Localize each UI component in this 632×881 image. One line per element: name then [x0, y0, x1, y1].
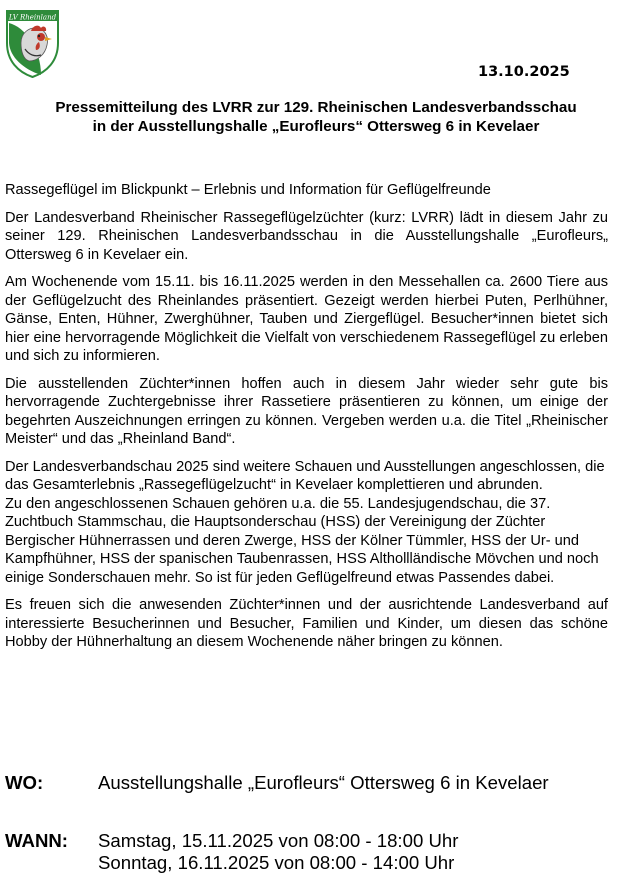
paragraph-invitation: Der Landesverband Rheinischer Rassegeflügelzüchter (kurz: LVRR) lädt in diesem Jahr zu seiner 129. Rheinischen Landesverbandsschau in die Ausstellungshalle „Eurofleurs„ Ottersweg 6 in Kevelaer ein. — [5, 209, 608, 263]
where-label: WO: — [5, 772, 44, 793]
paragraph-show-list: Zu den angeschlossenen Schauen gehören u.a. die 55. Landesjugendschau, die 37. Zuchtbuch Stammschau, die Hauptsonderschau (HSS) der Vereinigung der Züchter Bergischer Hühnerrassen und deren Zwerge, HSS der Kölner Tümmler, HSS der Ur- und Kampfhühner, HSS der spanischen Taubenrassen, HSS Althollländische Mövchen und noch einige Sonderschauen mehr. So ist für jeden Geflügelfreund etwas Passendes dabei. — [5, 495, 599, 586]
paragraph-closing: Es freuen sich die anwesenden Züchter*innen und der ausrichtende Landesverband auf interessierte Besucherinnen und Besucher, Familien und Kinder, um diesen das schöne Hobby der Hühnerhaltung an diesem Wochenende näher bringen zu können. — [5, 597, 608, 650]
subtitle: Rassegeflügel im Blickpunkt – Erlebnis und Information für Geflügelfreunde — [5, 182, 491, 198]
lv-rheinland-logo — [5, 9, 60, 79]
when-sunday: Sonntag, 16.11.2025 von 08:00 - 14:00 Uhr — [98, 852, 455, 873]
press-release-title — [0, 98, 632, 136]
where-value: Ausstellungshalle „Eurofleurs“ Ottersweg 6 in Kevelaer — [98, 772, 549, 793]
title-line-1: Pressemitteilung des LVRR zur 129. Rheinischen Landesverbandsschau — [55, 99, 577, 116]
paragraph-exhibition: Am Wochenende vom 15.11. bis 16.11.2025 werden in den Messehallen ca. 2600 Tiere aus der Geflügelzucht des Rheinlandes präsentiert. Gezeigt werden hierbei Puten, Perlhühner, Gänse, Enten, Hühner, Zwerghühner, Tauben und Ziergeflügel. Besucher*innen bietet sich hier eine hervorragende Möglichkeit die Vielfalt von verschiedenem Rassegeflügel zu erleben und sich zu informieren. — [5, 274, 608, 364]
title-line-2: in der Ausstellungshalle „Eurofleurs“ Ottersweg 6 in Kevelaer — [92, 118, 540, 135]
press-release-date: 13.10.2025 — [478, 64, 570, 80]
press-release-body — [5, 181, 608, 661]
when-saturday: Samstag, 15.11.2025 von 08:00 - 18:00 Uhr — [98, 830, 459, 851]
when-label: WANN: — [5, 830, 68, 851]
paragraph-breeders: Die ausstellenden Züchter*innen hoffen auch in diesem Jahr wieder sehr gute bis hervorragende Zuchtergebnisse ihrer Rassetiere präsentieren zu können, um einige der begehrten Auszeichnungen erringen zu können. Vergeben werden u.a. die Titel „Rheinischer Meister“ und das „Rheinland Band“. — [5, 375, 608, 447]
logo-text: LV Rheinland — [8, 13, 57, 22]
paragraph-additional-shows: Der Landesverbandschau 2025 sind weitere Schauen und Ausstellungen angeschlossen, die das Gesamterlebnis „Rassegeflügelzucht“ in Kevelaer komplettieren und abrunden. — [5, 458, 605, 493]
